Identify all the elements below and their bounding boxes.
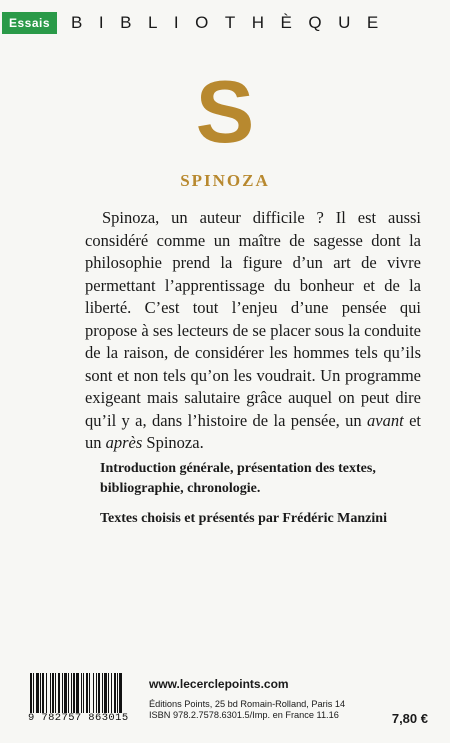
author-name: SPINOZA xyxy=(180,171,270,190)
header-bar xyxy=(0,0,450,46)
barcode-bar xyxy=(62,673,63,713)
barcode-bar xyxy=(108,673,109,713)
barcode-bars xyxy=(30,673,140,713)
barcode-bar xyxy=(52,673,54,713)
barcode-bar xyxy=(73,673,75,713)
publisher-info xyxy=(149,699,345,721)
editor-credit: Textes choisis et présentés par Frédéric Manzini xyxy=(100,511,387,526)
barcode-bar xyxy=(76,673,79,713)
barcode-bar xyxy=(55,673,56,713)
price-label: 7,80 € xyxy=(391,711,428,726)
barcode-bar xyxy=(83,673,84,713)
publisher-website: www.lecerclepoints.com xyxy=(149,677,289,691)
barcode-bar xyxy=(93,673,94,713)
barcode-bar xyxy=(42,673,44,713)
author-initial: S xyxy=(195,62,255,161)
barcode-bar xyxy=(111,673,112,713)
barcode-bar xyxy=(71,673,72,713)
isbn-line: ISBN 978.2.7578.6301.5/Imp. en France 11.16 xyxy=(149,710,339,720)
barcode-bar xyxy=(96,673,97,713)
barcode-bar xyxy=(89,673,90,713)
barcode-bar xyxy=(64,673,67,713)
collection-badge: Essais xyxy=(2,12,57,34)
barcode-bar xyxy=(58,673,60,713)
barcode-bar xyxy=(119,673,122,713)
blurb-apres: après xyxy=(105,433,143,452)
barcode xyxy=(30,673,140,733)
barcode-bar xyxy=(33,673,34,713)
barcode-bar xyxy=(102,673,103,713)
series-name: BIBLIOTHÈQUE xyxy=(71,13,395,32)
barcode-digits: 9 782757 863015 xyxy=(28,712,129,724)
blurb-text-2: et un xyxy=(85,410,421,452)
barcode-bar xyxy=(68,673,69,713)
barcode-bar xyxy=(86,673,88,713)
back-cover-blurb xyxy=(85,207,421,455)
blurb-text-1: Spinoza, un auteur difficile ? Il est aussi considéré comme un maître de sagesse dont la philosophie prend la figure d’un art de vivre permettant l’apprentissage du bonheur et de la liberté. C’est tout l’enjeu d’une pensée qui propose à ses lecteurs de se placer sous la conduite de la raison, de considérer les hommes tels qu’ils sont et non tels qu’on les voudrait. Un programme exigeant mais salutaire grâce auquel on peut dire qu’il y a, dans l’histoire de la pensée, un xyxy=(85,208,421,430)
barcode-bar xyxy=(30,673,32,713)
blurb-avant: avant xyxy=(367,410,404,430)
barcode-bar xyxy=(81,673,82,713)
barcode-bar xyxy=(117,673,118,713)
blurb-text-3: Spinoza. xyxy=(142,433,204,452)
barcode-bar xyxy=(40,673,41,713)
barcode-bar xyxy=(50,673,51,713)
barcode-bar xyxy=(114,673,116,713)
barcode-bar xyxy=(46,673,47,713)
barcode-bar xyxy=(98,673,100,713)
contents-note: Introduction générale, présentation des textes, bibliographie, chronologie. xyxy=(100,461,376,496)
publisher-address: Éditions Points, 25 bd Romain-Rolland, Paris 14 xyxy=(149,699,346,709)
barcode-bar xyxy=(104,673,107,713)
barcode-bar xyxy=(36,673,39,713)
